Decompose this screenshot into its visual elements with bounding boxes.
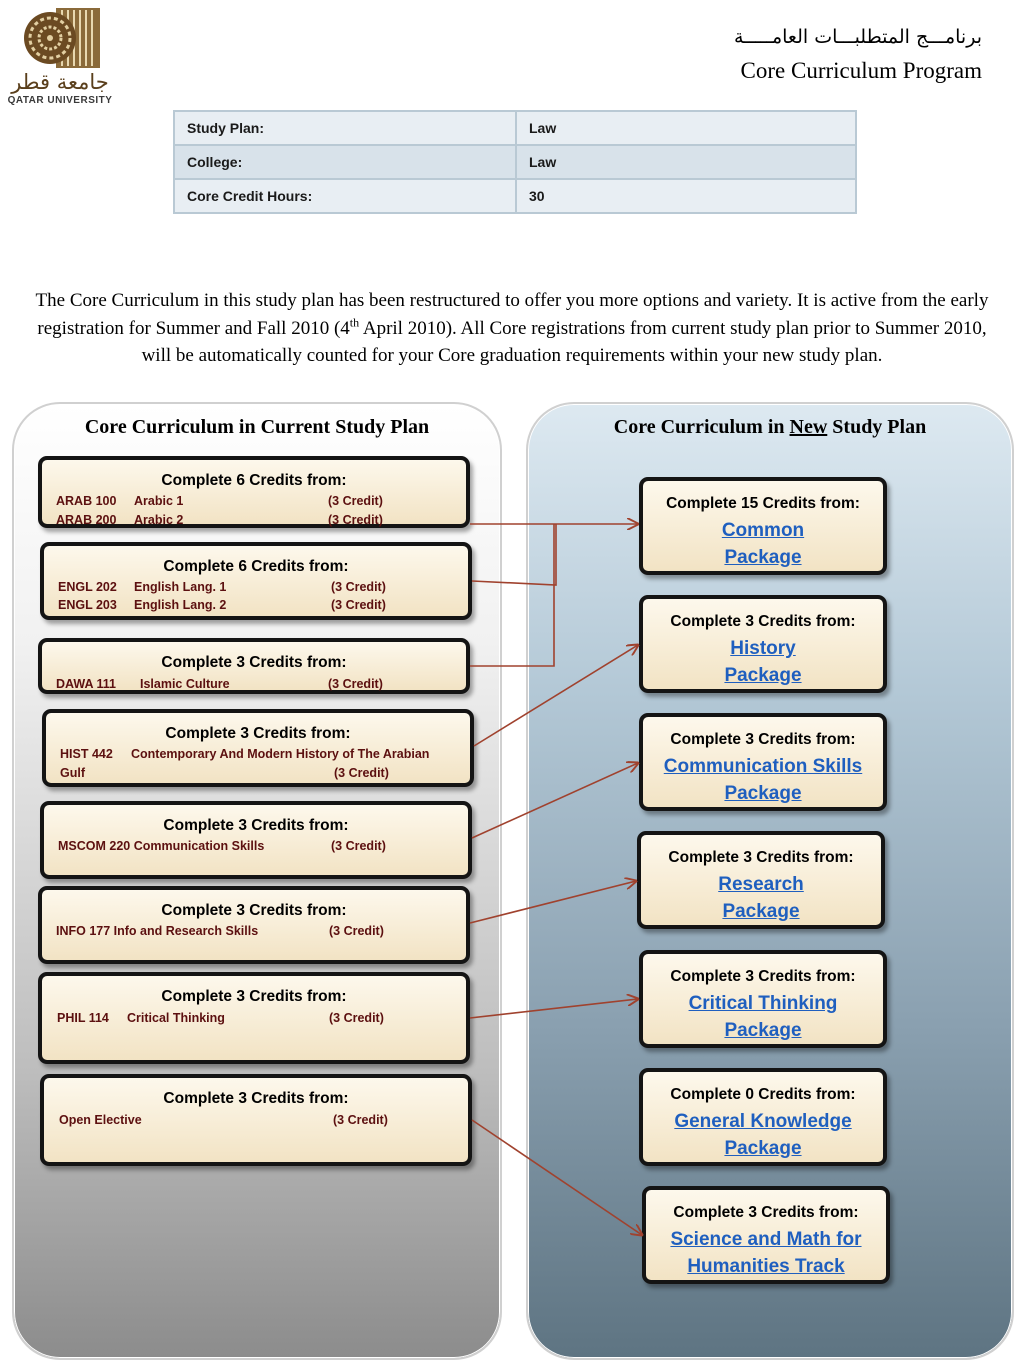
current-course-box-research <box>38 886 470 964</box>
course-name: Arabic 2 <box>134 513 184 527</box>
package-link-line1[interactable]: Common <box>721 520 805 541</box>
package-link-line1[interactable]: Communication Skills <box>663 756 863 777</box>
new-plan-title-prefix: Core Curriculum in <box>613 416 790 438</box>
current-plan-title: Core Curriculum in Current Study Plan <box>84 416 430 438</box>
course-credit: (3 Credit) <box>329 924 384 938</box>
new-box-communication-package <box>639 713 887 811</box>
new-box-common-package <box>639 477 887 575</box>
course-code: ENGL 203 <box>58 598 117 612</box>
course-credit: (3 Credit) <box>334 766 389 780</box>
current-course-box-critical-thinking <box>38 972 470 1064</box>
course-name: Critical Thinking <box>127 1011 225 1025</box>
package-link-line1[interactable]: Critical Thinking <box>688 993 838 1014</box>
course-name: Islamic Culture <box>140 677 230 691</box>
course-name: Arabic 1 <box>134 494 184 508</box>
new-box-critical-thinking-package <box>639 950 887 1048</box>
table-cell-value: Law <box>516 145 856 179</box>
page-title: Core Curriculum Program <box>740 58 982 83</box>
qatar-university-logo <box>4 4 114 104</box>
table-cell-label: Study Plan: <box>174 111 516 145</box>
new-plan-title-suffix: Study Plan <box>827 416 927 438</box>
new-box-general-knowledge-package <box>639 1068 887 1166</box>
course-code: Open Elective <box>59 1113 142 1127</box>
box-title: Complete 15 Credits from: <box>666 495 860 512</box>
course-credit: (3 Credit) <box>333 1113 388 1127</box>
box-title: Complete 3 Credits from: <box>163 1090 349 1107</box>
course-credit: (3 Credit) <box>331 580 386 594</box>
box-title: Complete 3 Credits from: <box>161 988 347 1005</box>
table-row <box>174 111 856 145</box>
table-cell-label: Core Credit Hours: <box>174 179 516 213</box>
package-link-line2[interactable]: Package <box>724 547 802 568</box>
table-cell-value: Law <box>516 111 856 145</box>
box-title: Complete 3 Credits from: <box>670 968 856 985</box>
box-title: Complete 3 Credits from: <box>673 1204 859 1221</box>
table-cell-label: College: <box>174 145 516 179</box>
package-link-line2[interactable]: Package <box>724 665 802 686</box>
new-box-science-math-track <box>642 1186 890 1284</box>
package-link-line2[interactable]: Package <box>724 783 802 804</box>
box-title: Complete 6 Credits from: <box>163 558 349 575</box>
course-credit: (3 Credit) <box>328 677 383 691</box>
course-code: ARAB 200 <box>56 513 117 527</box>
package-link-line2[interactable]: Humanities Track <box>687 1256 845 1277</box>
table-row <box>174 145 856 179</box>
new-box-history-package <box>639 595 887 693</box>
box-title: Complete 3 Credits from: <box>165 725 351 742</box>
course-credit: (3 Credit) <box>329 1011 384 1025</box>
package-link-line2[interactable]: Package <box>722 901 800 922</box>
table-row <box>174 179 856 213</box>
course-code: DAWA 111 <box>56 677 116 691</box>
package-link-line1[interactable]: General Knowledge <box>674 1111 852 1132</box>
intro-superscript: th <box>349 315 360 330</box>
course-code: MSCOM 220 Communication Skills <box>58 839 265 853</box>
intro-text-part2: April 2010). All Core registrations from current study plan prior to Summer 2010, will be automatically counted for your Core graduation requirements within your new study plan. <box>141 317 987 366</box>
current-course-box-communication <box>40 801 472 879</box>
course-credit: (3 Credit) <box>328 494 383 508</box>
box-title: Complete 3 Credits from: <box>670 731 856 748</box>
package-link-line2[interactable]: Package <box>724 1138 802 1159</box>
box-title: Complete 3 Credits from: <box>163 817 349 834</box>
current-course-box-arabic <box>38 456 470 528</box>
logo-english-text: QATAR UNIVERSITY <box>7 95 113 106</box>
university-emblem-icon <box>16 6 106 72</box>
current-course-box-dawa <box>38 638 470 694</box>
current-course-box-english <box>40 542 472 620</box>
course-code: HIST 442 <box>60 747 113 761</box>
course-name: English Lang. 2 <box>134 598 227 612</box>
course-name: English Lang. 1 <box>134 580 227 594</box>
course-code: PHIL 114 <box>57 1011 109 1025</box>
course-code: Gulf <box>60 766 85 780</box>
box-title: Complete 0 Credits from: <box>670 1086 856 1103</box>
logo-arabic-text: جامعة قطر <box>11 70 109 94</box>
course-credit: (3 Credit) <box>328 513 383 527</box>
intro-paragraph <box>28 287 996 370</box>
package-link-line1[interactable]: Research <box>718 874 804 895</box>
new-box-research-package <box>637 831 885 929</box>
current-course-box-open-elective <box>40 1074 472 1166</box>
new-plan-title-underlined: New <box>789 416 828 438</box>
course-credit: (3 Credit) <box>331 598 386 612</box>
study-plan-table <box>173 110 857 214</box>
course-code: INFO 177 Info and Research Skills <box>56 924 259 938</box>
course-name: Contemporary And Modern History of The Arabian <box>131 747 430 761</box>
box-title: Complete 3 Credits from: <box>161 902 347 919</box>
course-code: ENGL 202 <box>58 580 117 594</box>
box-title: Complete 3 Credits from: <box>161 654 347 671</box>
box-title: Complete 6 Credits from: <box>161 472 347 489</box>
package-link-line1[interactable]: History <box>730 638 796 659</box>
package-link-line1[interactable]: Science and Math for <box>670 1229 862 1250</box>
box-title: Complete 3 Credits from: <box>668 849 854 866</box>
box-title: Complete 3 Credits from: <box>670 613 856 630</box>
arabic-page-title: برنامـــج المتطلبـــات العامـــــة <box>733 26 982 48</box>
course-credit: (3 Credit) <box>331 839 386 853</box>
package-link-line2[interactable]: Package <box>724 1020 802 1041</box>
current-course-box-history <box>42 709 474 787</box>
intro-text-part1: The Core Curriculum in this study plan has been restructured to offer you more options and variety. It is active from the early registration for Summer and Fall 2010 (4 <box>35 290 989 339</box>
new-plan-title <box>528 416 1012 439</box>
course-code: ARAB 100 <box>56 494 117 508</box>
table-cell-value: 30 <box>516 179 856 213</box>
